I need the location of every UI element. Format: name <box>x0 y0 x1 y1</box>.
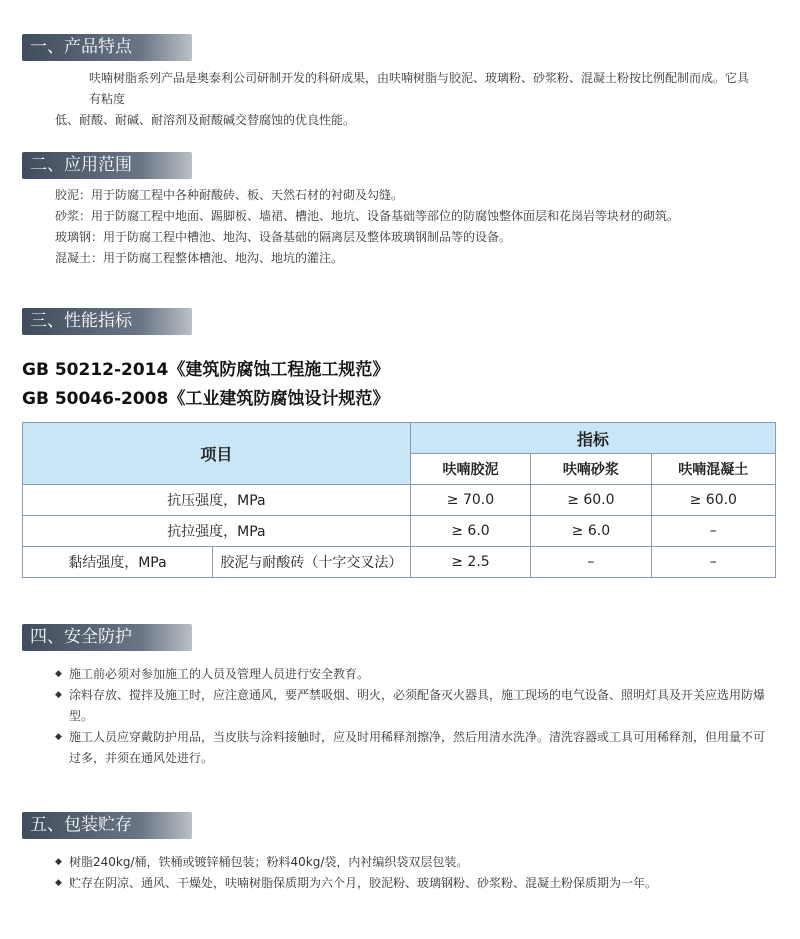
row-label: 抗拉强度，MPa <box>23 516 411 547</box>
safety-item: ◆ 施工人员应穿戴防护用品，当皮肤与涂料接触时，应及时用稀释剂擦净，然后用清水洗净。清洗容器或工具可用稀释剂，但用量不可过多，并须在通风处进行。 <box>55 727 775 769</box>
application-item: 胶泥：用于防腐工程中各种耐酸砖、板、天然石材的衬砌及勾缝。 <box>55 188 404 202</box>
application-item: 玻璃钢：用于防腐工程中槽池、地沟、设备基础的隔离层及整体玻璃钢制品等的设备。 <box>55 230 512 244</box>
standard-2: GB 50046-2008《工业建筑防腐蚀设计规范》 <box>22 389 390 409</box>
header-mortar: 呋喃胶泥 <box>410 454 530 485</box>
header-concrete: 呋喃混凝土 <box>651 454 775 485</box>
cell-value: ≥ 60.0 <box>531 485 651 516</box>
section-header-performance: 三、性能指标 <box>22 308 192 335</box>
standard-1: GB 50212-2014《建筑防腐蚀工程施工规范》 <box>22 360 390 380</box>
header-sand: 呋喃砂浆 <box>531 454 651 485</box>
intro-line-2: 低、耐酸、耐碱、耐溶剂及耐酸碱交替腐蚀的优良性能。 <box>55 113 356 127</box>
application-item: 砂浆：用于防腐工程中地面、踢脚板、墙裙、槽池、地坑、设备基础等部位的防腐蚀整体面层和花岗岩等块材的砌筑。 <box>55 209 680 223</box>
packaging-item: ◆ 贮存在阴凉、通风、干燥处，呋喃树脂保质期为六个月，胶泥粉、玻璃钢粉、砂浆粉、混凝土粉保质期为一年。 <box>55 873 775 894</box>
cell-value: ≥ 2.5 <box>410 547 530 578</box>
section-header-packaging: 五、包装贮存 <box>22 812 192 839</box>
row-sublabel: 胶泥与耐酸砖（十字交叉法） <box>212 547 410 578</box>
cell-value: – <box>651 547 775 578</box>
header-index: 指标 <box>410 423 775 454</box>
section-header-safety: 四、安全防护 <box>22 624 192 651</box>
section-header-features: 一、产品特点 <box>22 34 192 61</box>
cell-value: – <box>651 516 775 547</box>
application-item: 混凝土：用于防腐工程整体槽池、地沟、地坑的灌注。 <box>55 251 344 265</box>
cell-value: – <box>531 547 651 578</box>
cell-value: ≥ 70.0 <box>410 485 530 516</box>
intro-paragraph <box>55 68 755 131</box>
intro-line-1: 呋喃树脂系列产品是奥泰利公司研制开发的科研成果，由呋喃树脂与胶泥、玻璃粉、砂浆粉、混凝土粉按比例配制而成。它具有粘度 <box>89 71 750 106</box>
safety-item: ◆ 涂料存放、搅拌及施工时，应注意通风，要严禁吸烟、明火，必须配备灭火器具，施工现场的电气设备、照明灯具及开关应选用防爆型。 <box>55 685 775 727</box>
header-item: 项目 <box>23 423 411 485</box>
cell-value: ≥ 6.0 <box>531 516 651 547</box>
packaging-list <box>55 852 775 894</box>
cell-value: ≥ 6.0 <box>410 516 530 547</box>
row-label: 抗压强度，MPa <box>23 485 411 516</box>
safety-list <box>55 664 775 769</box>
applications-list <box>55 185 755 269</box>
safety-item: ◆ 施工前必须对参加施工的人员及管理人员进行安全教育。 <box>55 664 775 685</box>
table-row <box>23 516 776 547</box>
performance-table <box>22 422 776 578</box>
table-row <box>23 547 776 578</box>
table-row <box>23 485 776 516</box>
cell-value: ≥ 60.0 <box>651 485 775 516</box>
packaging-item: ◆ 树脂240kg/桶，铁桶或镀锌桶包装；粉料40kg/袋，内衬编织袋双层包装。 <box>55 852 775 873</box>
row-label: 黏结强度，MPa <box>23 547 213 578</box>
section-header-applications: 二、应用范围 <box>22 152 192 179</box>
